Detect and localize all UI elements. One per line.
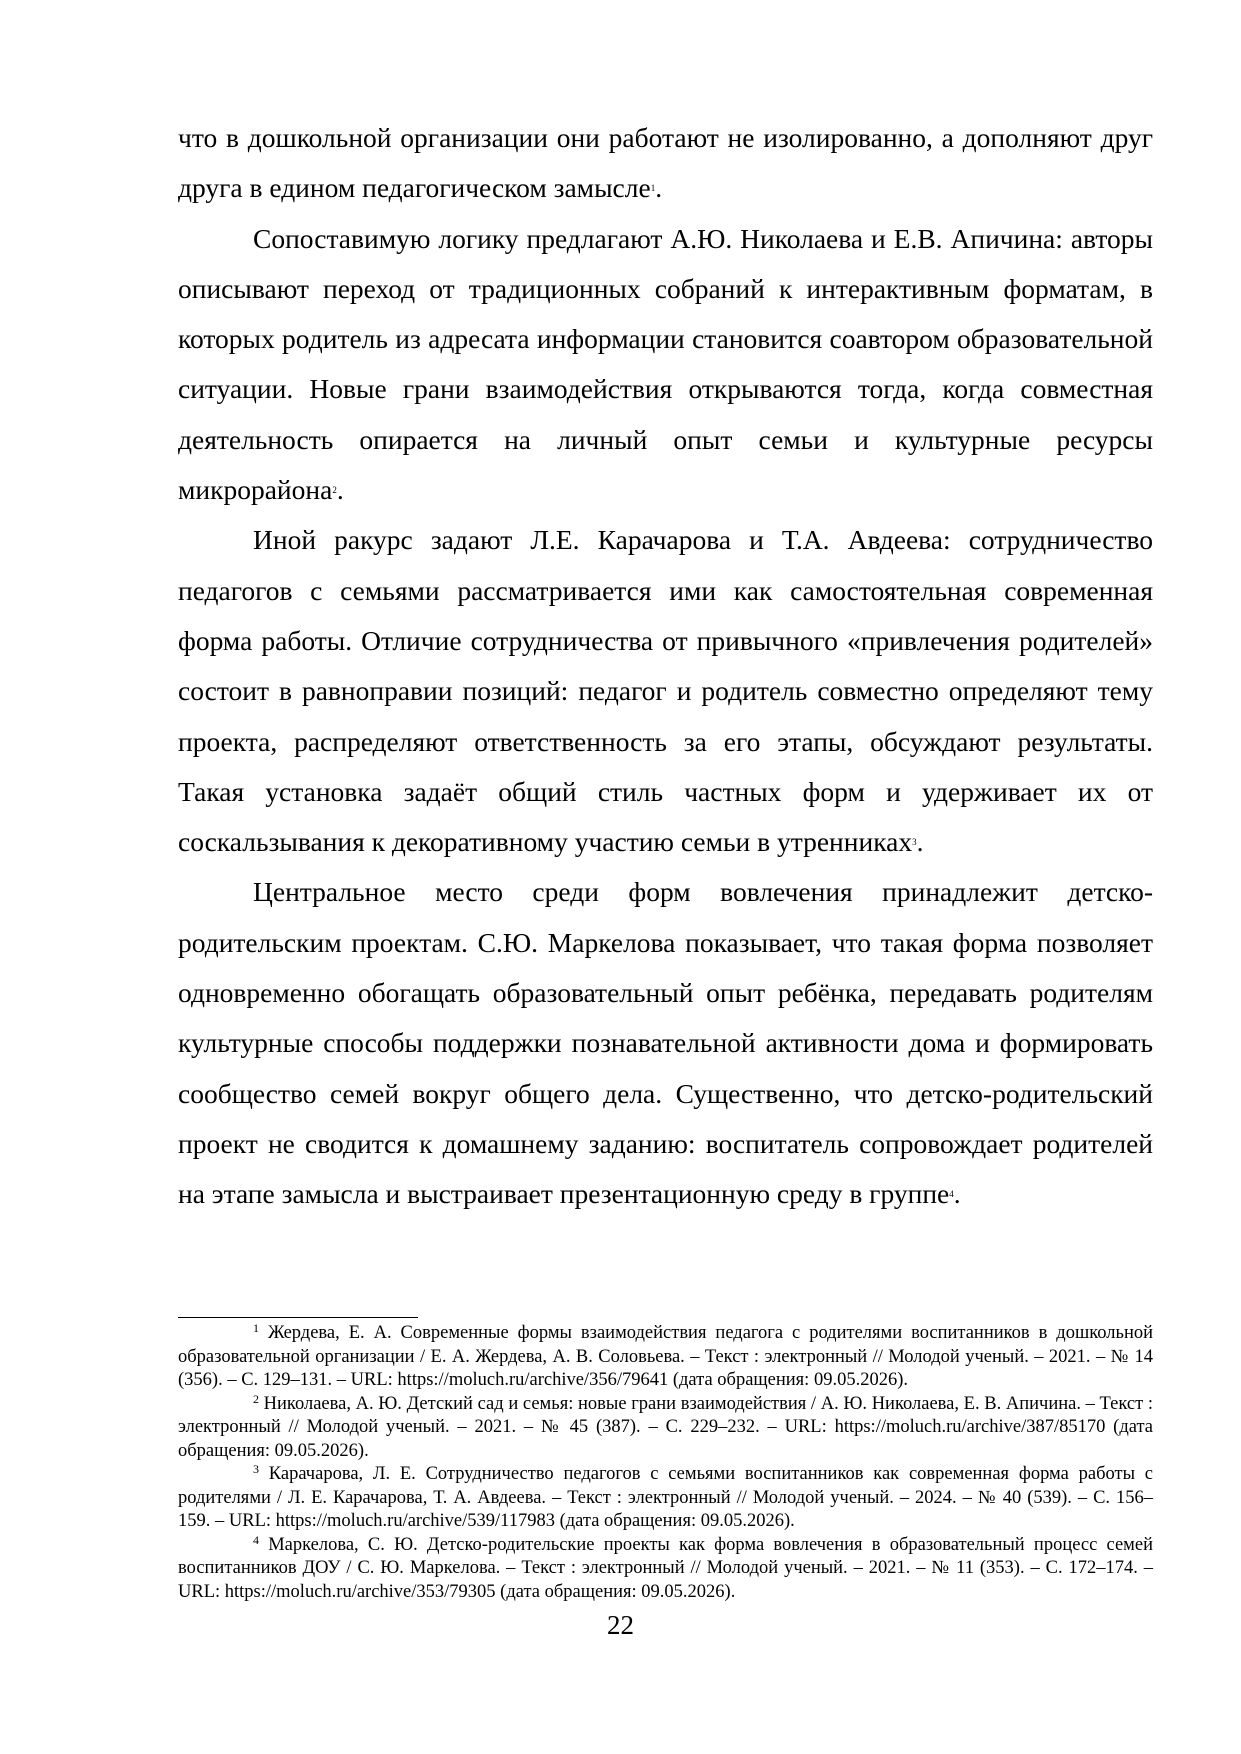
paragraph: Центральное место среди форм вовлечения принадлежит детско-родительским проектам. С.Ю. Маркелова показывает, что такая форма позволяет одновременно обогащать образовательный опыт ребёнка, передавать родителям культурные способы поддержки познавательной активности дома и формировать сообщество семей вокруг общего дела. Существенно, что детско-родительский проект не сводится к домашнему заданию: воспитатель сопровождает родителей на этапе замысла и выстраивает презентационную среду в группе$^4$. [178,876,1153,1210]
footnote-number: 3 [253,1462,259,1476]
footnote-number: 4 [253,1532,259,1547]
footnote-reference[interactable]: 4 [949,1189,954,1200]
paragraph: Сопоставимую логику предлагают А.Ю. Николаева и Е.В. Апичина: авторы описывают переход от традиционных собраний к интерактивным форматам, в которых родитель из адресата информации становится соавтором образовательной ситуации. Новые грани взаимодействия открываются тогда, когда совместная деятельность опирается на личный опыт семьи и культурные ресурсы микрорайона$^2$. [178,222,1153,506]
footnote-text: Жердева, Е. А. Современные формы взаимодействия педагога с родителями воспитанников в дошкольной образовательной организации / Е. А. Жердева, А. В. Соловьева. – Текст : электронный // Молодой ученый. – 2021. – № 14 (356). – С. 129–131. – URL: https://moluch.ru/archive/356/79641 (дата обращения: 09.05.2026). [178,1323,1153,1390]
footnotes [178,1322,1153,1604]
footnote [178,1463,1153,1534]
paragraph-continuation: что в дошкольной организации они работают не изолированно, а дополняют друг друга в едином педагогическом замысле$^1$. [178,122,1153,204]
footnote-text: Николаева, А. Ю. Детский сад и семья: новые грани взаимодействия / А. Ю. Николаева, Е. В. Апичина. – Текст : электронный // Молодой ученый. – 2021. – № 45 (387). – С. 229–232. – URL: https://moluch.ru/archive/387/85170 (дата обращения: 09.05.2026). [178,1393,1153,1461]
footnote-separator [178,1317,418,1318]
footnote-number: 1 [253,1321,259,1335]
footnote-text: Карачарова, Л. Е. Сотрудничество педагогов с семьями воспитанников как современная форма работы с родителями / Л. Е. Карачарова, Т. А. Авдеева. – Текст : электронный // Молодой ученый. – 2024. – № 40 (539). – С. 156–159. – URL: https://moluch.ru/archive/539/117983 (дата обращения: 09.05.2026). [178,1464,1153,1531]
main-text [178,113,1153,1220]
footnote-reference[interactable]: 3 [912,837,917,848]
footnote [178,1322,1153,1393]
footnote [178,1393,1153,1464]
footnote-text: Маркелова, С. Ю. Детско-родительские проекты как форма вовлечения в образовательный процесс семей воспитанников ДОУ / С. Ю. Маркелова. – Текст : электронный // Молодой ученый. – 2021. – № 11 (353). – С. 172–174. – URL: https://moluch.ru/archive/353/79305 (дата обращения: 09.05.2026). [178,1534,1153,1602]
footnote [178,1534,1153,1605]
footnote-reference[interactable]: 1 [650,183,656,194]
paragraph: Иной ракурс задают Л.Е. Карачарова и Т.А. Авдеева: сотрудничество педагогов с семьями рассматривается ими как самостоятельная современная форма работы. Отличие сотрудничества от привычного «привлечения родителей» состоит в равноправии позиций: педагог и родитель совместно определяют тему проекта, распределяют ответственность за его этапы, обсуждают результаты. Такая установка задаёт общий стиль частных форм и удерживает их от соскальзывания к декоративному участию семьи в утренниках$^3$. [178,524,1153,858]
page-number: 22 [607,1610,634,1640]
footnote-number: 2 [253,1391,259,1406]
footnote-reference[interactable]: 2 [332,485,337,496]
